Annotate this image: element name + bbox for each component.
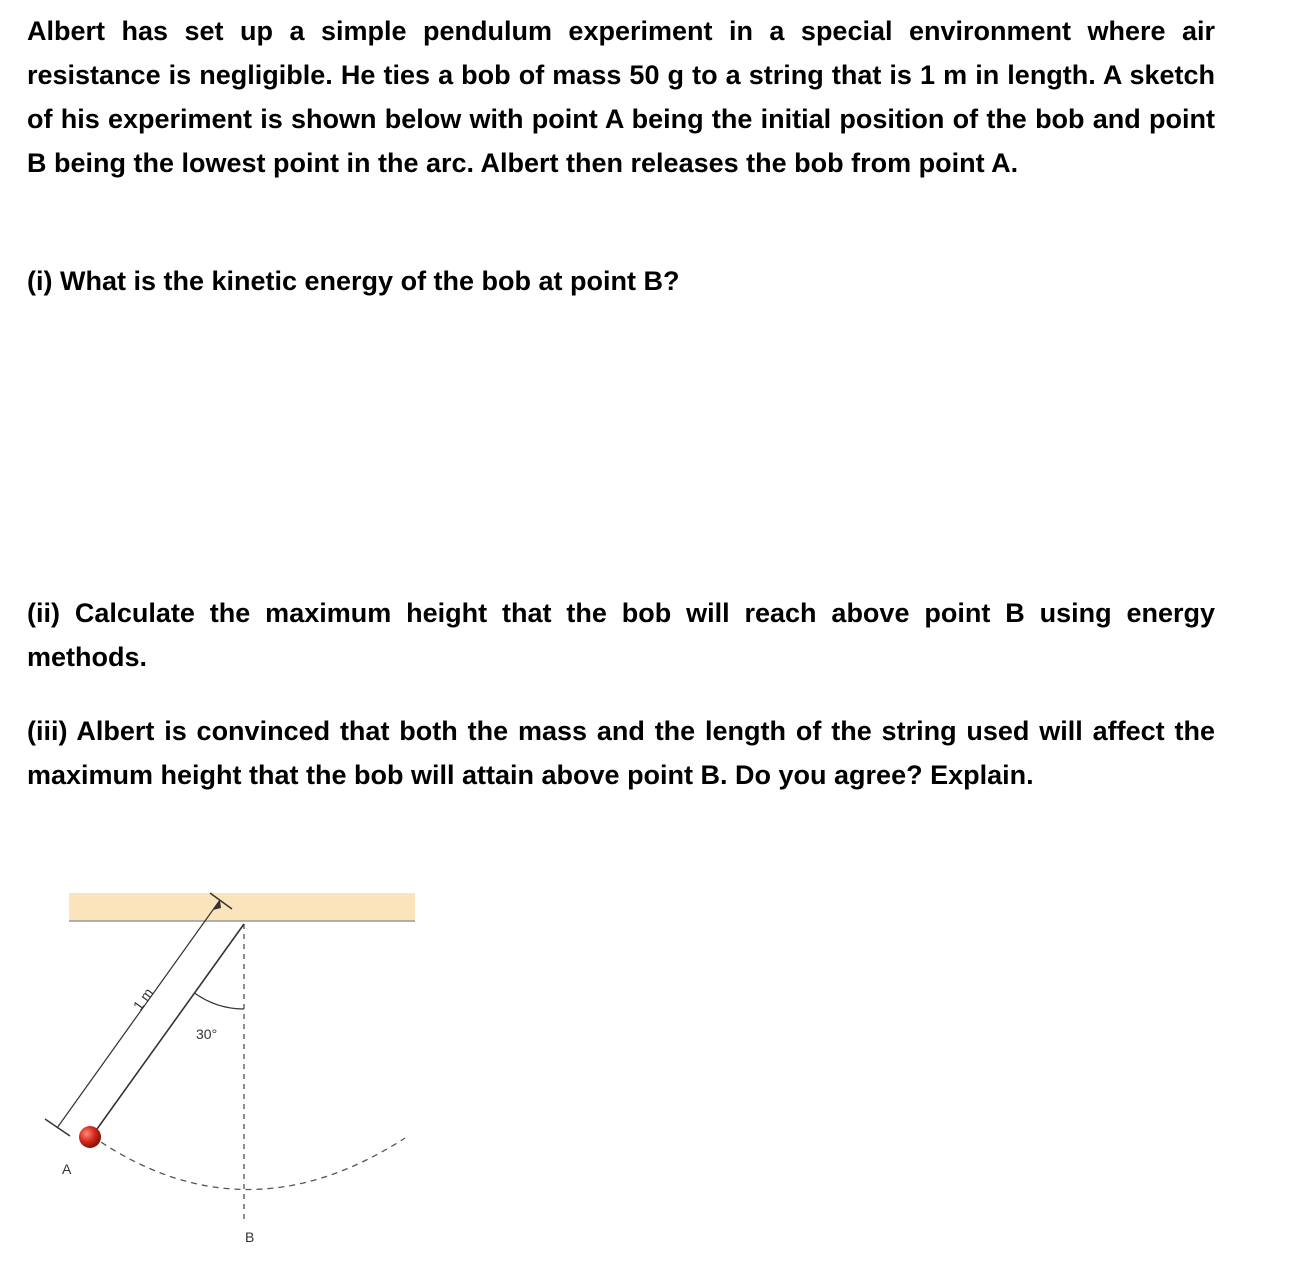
question-2: (ii) Calculate the maximum height that the bob will reach above point B using energy methods. [27, 598, 1215, 672]
ceiling-support [69, 893, 415, 921]
angle-arc [195, 993, 245, 1009]
swing-arc [92, 1136, 405, 1190]
point-b-label: B [245, 1229, 255, 1245]
pendulum-diagram [0, 880, 440, 1260]
pendulum-string [92, 924, 244, 1136]
pendulum-bob [79, 1126, 101, 1148]
question-3: (iii) Albert is convinced that both the mass and the length of the string used will affect the maximum height that the bob will attain above point B. Do you agree? Explain. [27, 716, 1215, 790]
question-1: (i) What is the kinetic energy of the bob at point B? [27, 266, 680, 296]
length-dimension-tick-bottom [45, 1119, 70, 1136]
point-a-label: A [62, 1161, 72, 1177]
angle-label: 30° [196, 1026, 218, 1042]
length-label: 1 m [129, 984, 157, 1014]
length-dimension-line [57, 900, 220, 1128]
problem-statement: Albert has set up a simple pendulum experiment in a special environment where air resistance is negligible. He ties a bob of mass 50 g to a string that is 1 m in length. A sketch of his experiment is shown below with point A being the initial position of the bob and point B being the lowest point in the arc. Albert then releases the bob from point A. [27, 16, 1215, 178]
